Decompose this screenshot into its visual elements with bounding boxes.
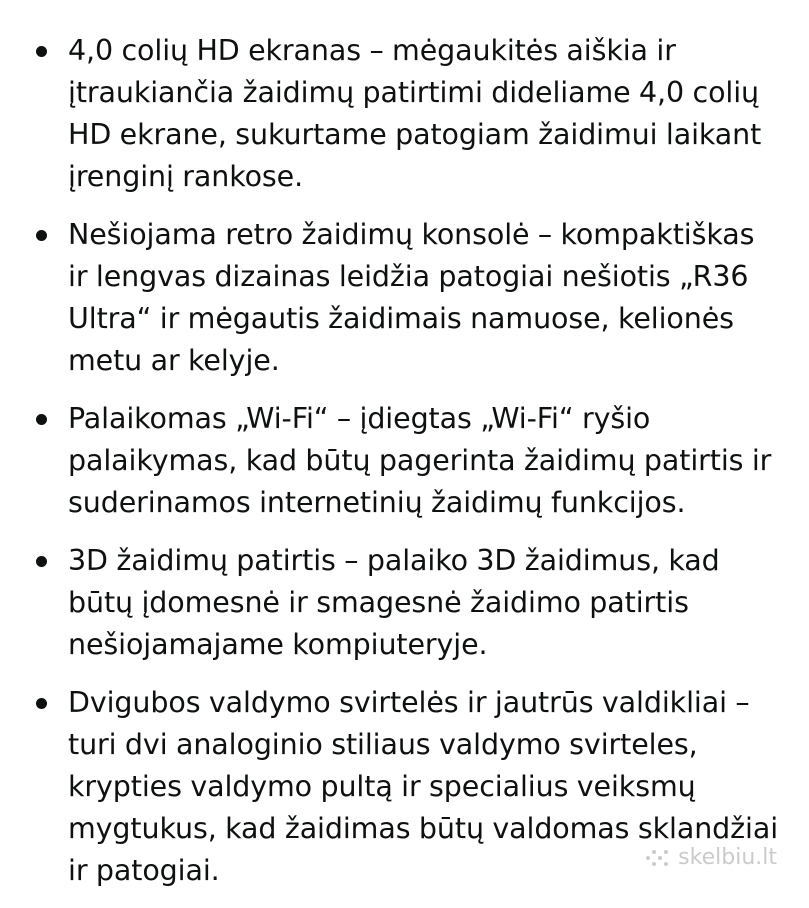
feature-text: 4,0 colių HD ekranas – mėgaukitės aiškia ir įtraukiančia žaidimų patirtimi dideliame 4,0 colių HD ekrane, sukurtame patogiam žaidimui laikant įrenginį rankose.: [68, 34, 762, 193]
watermark: [646, 845, 777, 870]
feature-text: Palaikomas „Wi-Fi“ – įdiegtas „Wi-Fi“ ryšio palaikymas, kad būtų pagerinta žaidimų patirtis ir suderinamos internetinių žaidimų funkcijos.: [68, 402, 772, 519]
feature-item-portable: [0, 214, 809, 382]
watermark-logo-icon: [646, 848, 672, 868]
feature-text: 3D žaidimų patirtis – palaiko 3D žaidimus, kad būtų įdomesnė ir smagesnė žaidimo patirtis nešiojamajame kompiuteryje.: [68, 544, 720, 661]
bullet-icon: [36, 698, 47, 709]
feature-bullet-list: [0, 30, 809, 908]
feature-text: Dvigubos valdymo svirtelės ir jautrūs valdikliai – turi dvi analoginio stiliaus valdymo svirteles, krypties valdymo pultą ir specialius veiksmų mygtukus, kad žaidimas būtų valdomas sklandžiai ir patogiai.: [68, 686, 779, 887]
bullet-icon: [36, 414, 47, 425]
bullet-icon: [36, 556, 47, 567]
feature-text: Nešiojama retro žaidimų konsolė – kompaktiškas ir lengvas dizainas leidžia patogiai nešiotis „R36 Ultra“ ir mėgautis žaidimais namuose, kelionės metu ar kelyje.: [68, 218, 755, 377]
feature-item-display: [0, 30, 809, 198]
feature-item-wifi: [0, 398, 809, 524]
bullet-icon: [36, 46, 47, 57]
feature-item-3d: [0, 540, 809, 666]
bullet-icon: [36, 230, 47, 241]
watermark-text: skelbiu.lt: [678, 845, 777, 870]
